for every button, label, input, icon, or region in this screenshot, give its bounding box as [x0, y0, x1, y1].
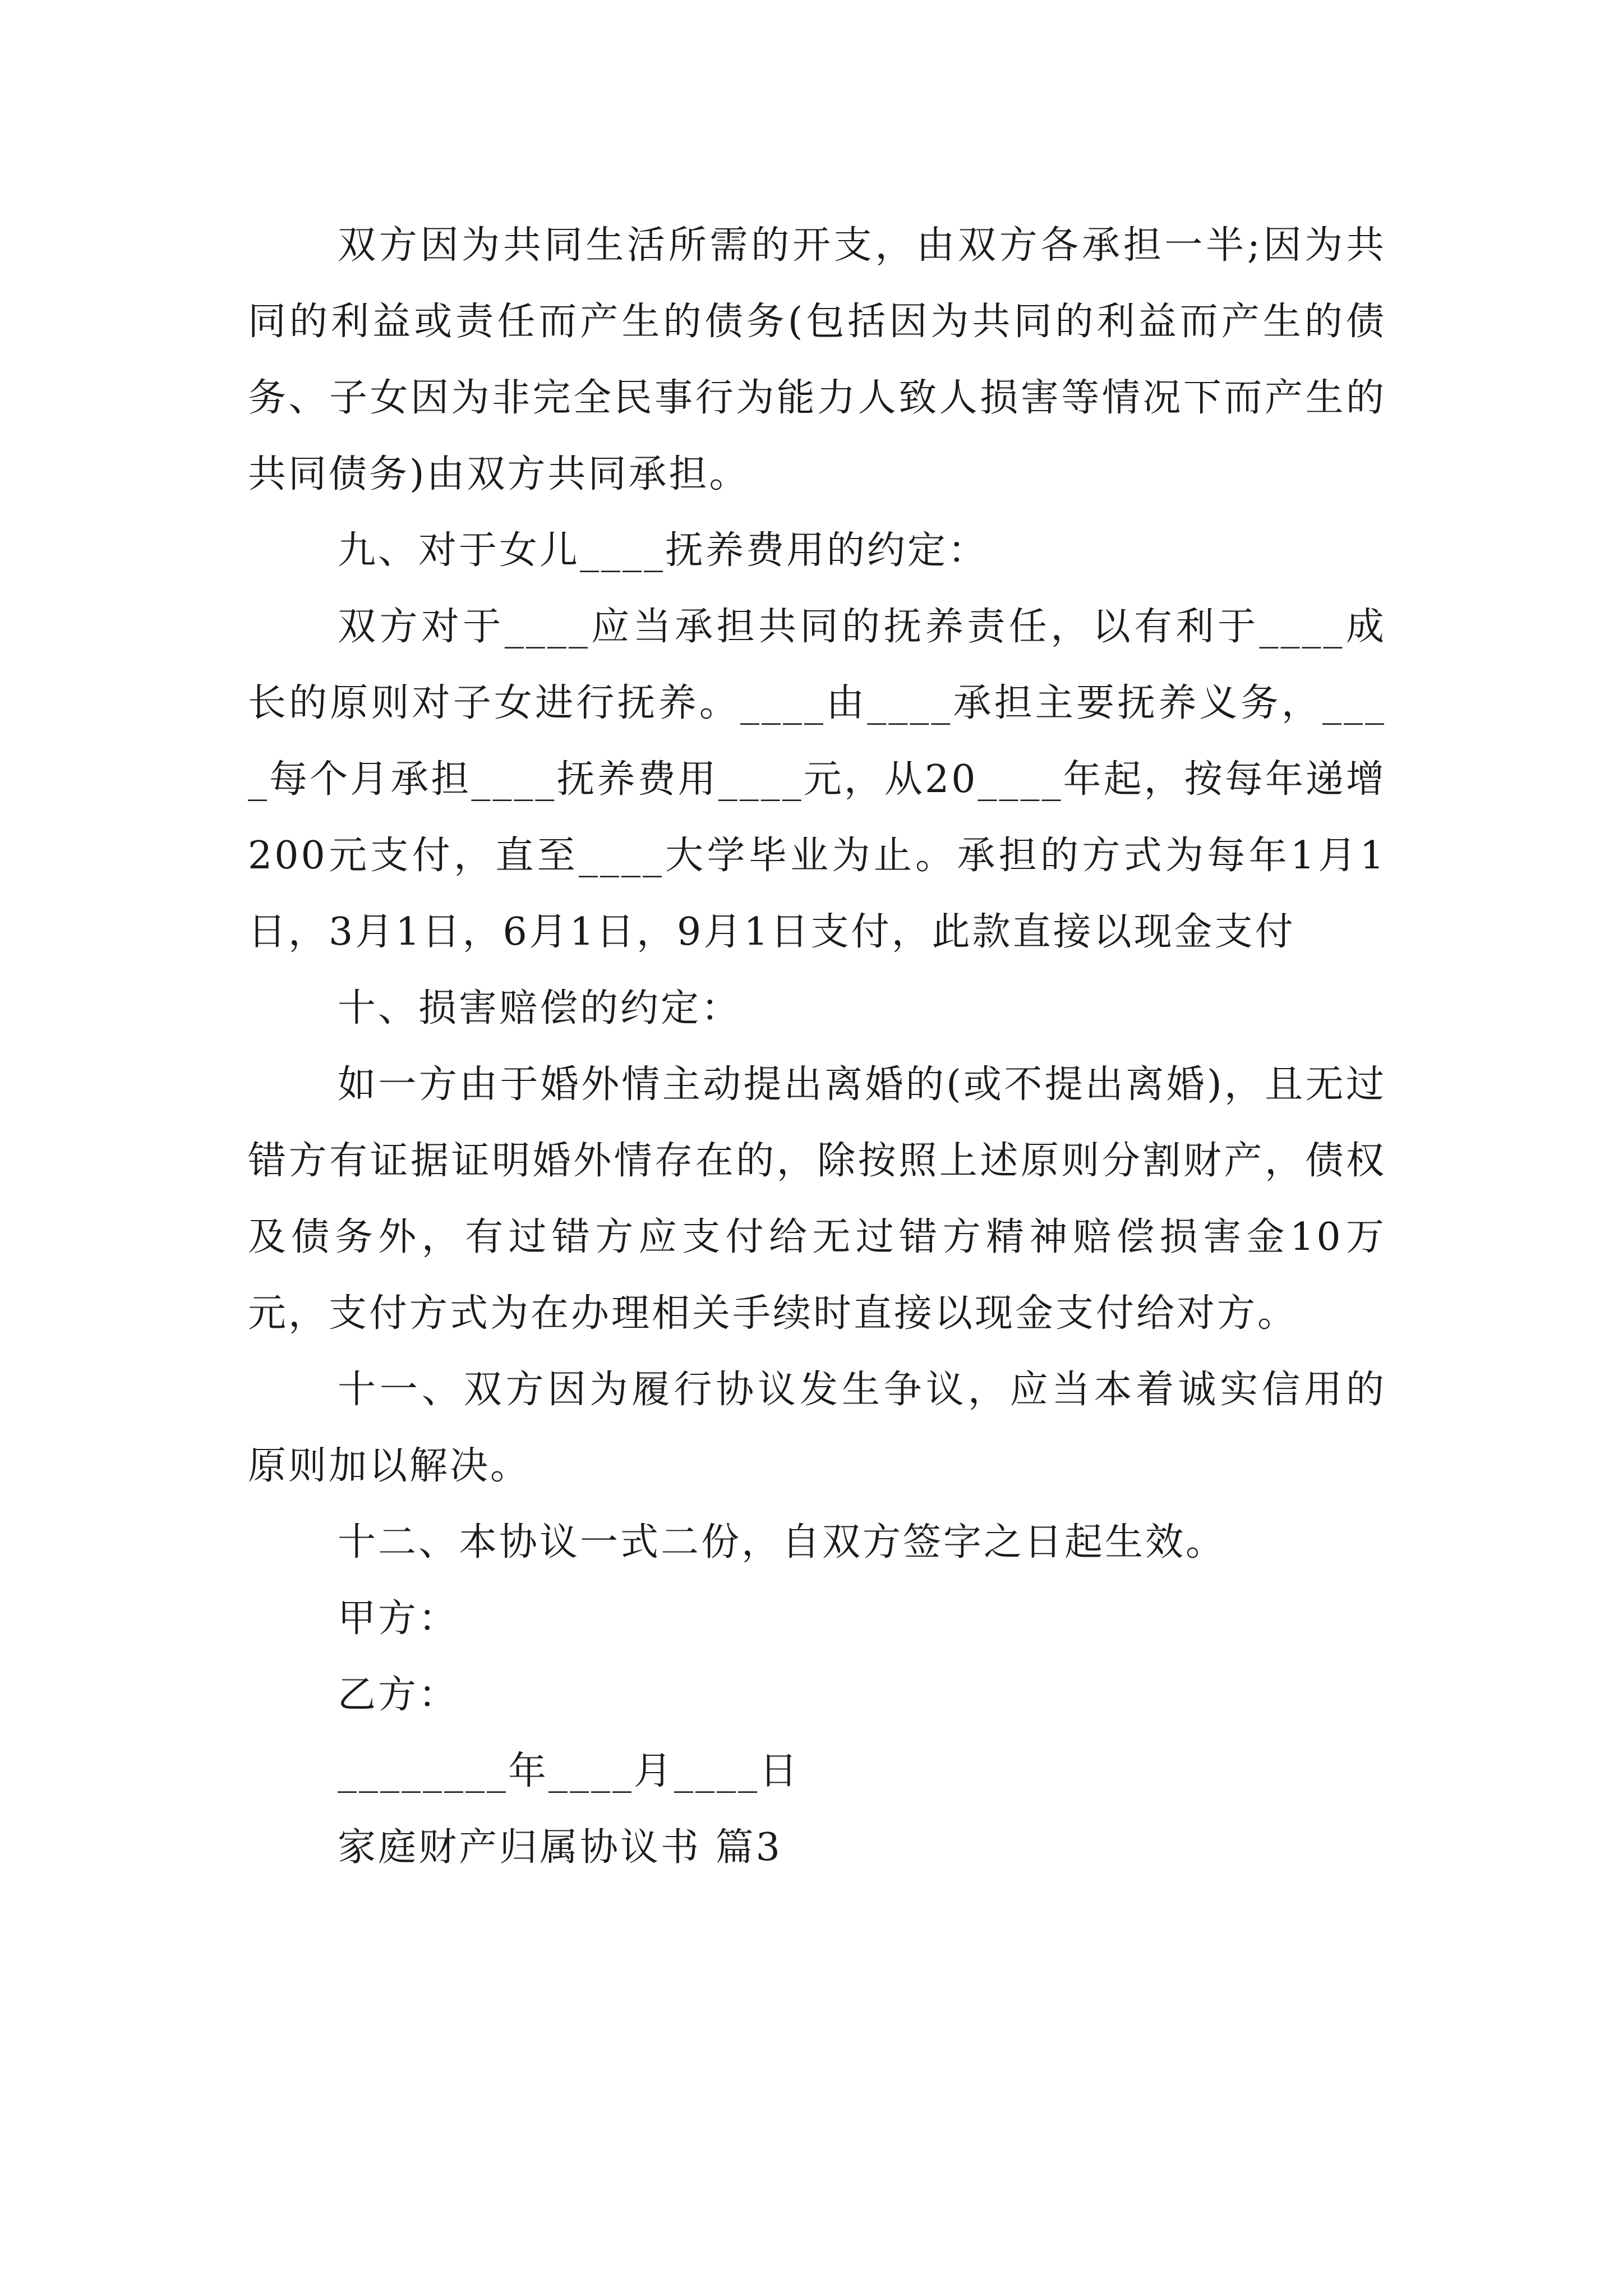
clause-nine-heading: 九、对于女儿____抚养费用的约定：	[338, 528, 989, 573]
clause-eleven: 十一、双方因为履行协议发生争议，应当本着诚实信用的原则加以解决。	[248, 1368, 1386, 1488]
paragraph-damages: 如一方由于婚外情主动提出离婚的(或不提出离婚)，且无过错方有证据证明婚外情存在的，除按照上述原则分割财产，债权及债务外，有过错方应支付给无过错方精神赔偿损害金10万元，支付方式为在办理相关手续时直接以现金支付给对方。	[248, 1062, 1386, 1336]
document-body	[248, 208, 1386, 1886]
clause-ten-heading: 十、损害赔偿的约定：	[338, 986, 742, 1030]
section-title: 家庭财产归属协议书 篇3	[338, 1825, 782, 1870]
date-line: ________年____月____日	[338, 1749, 800, 1793]
clause-twelve: 十二、本协议一式二份，自双方签字之日起生效。	[338, 1520, 1227, 1565]
party-b-signature: 乙方：	[338, 1673, 459, 1717]
paragraph-shared-expenses: 双方因为共同生活所需的开支，由双方各承担一半;因为共同的利益或责任而产生的债务(包括因为共同的利益而产生的债务、子女因为非完全民事行为能力人致人损害等情况下而产生的共同债务)由双方共同承担。	[248, 223, 1386, 496]
party-a-signature: 甲方：	[338, 1596, 459, 1641]
paragraph-child-support: 双方对于____应当承担共同的抚养责任，以有利于____成长的原则对子女进行抚养。____由____承担主要抚养义务，____每个月承担____抚养费用____元，从20____年起，按每年递增200元支付，直至____大学毕业为止。承担的方式为每年1月1日，3月1日，6月1日，9月1日支付，此款直接以现金支付	[248, 605, 1386, 954]
